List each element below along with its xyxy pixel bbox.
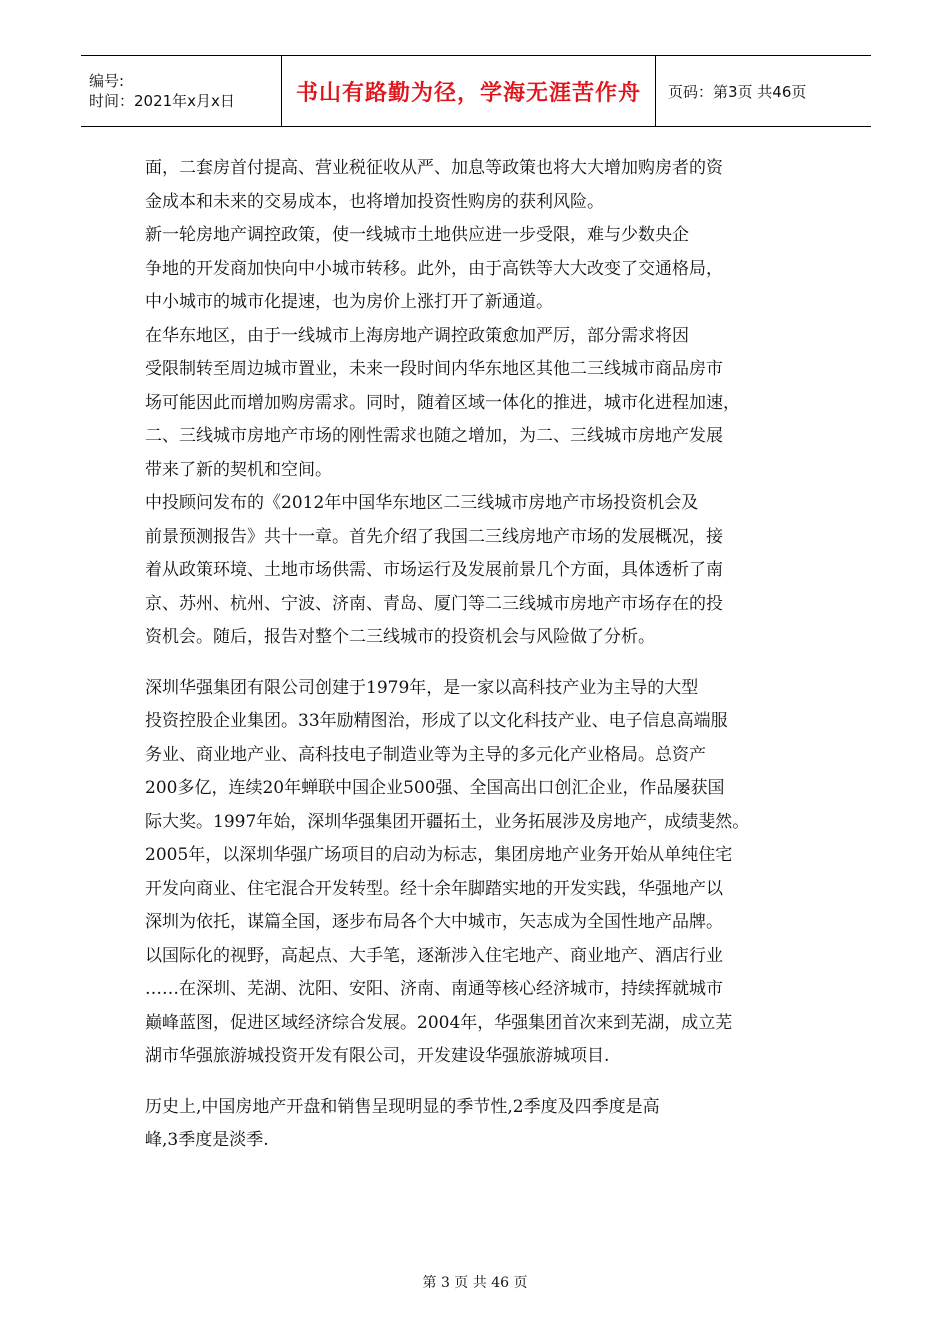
text-line: 湖市华强旅游城投资开发有限公司，开发建设华强旅游城项目. [145,1046,610,1066]
document-number-label: 编号: [89,72,125,90]
text-line: 务业、商业地产业、高科技电子制造业等为主导的多元化产业格局。总资产 [145,744,706,765]
paragraph-5 [145,672,813,1074]
paragraph-6 [145,1091,813,1158]
header-motto: 书山有路勤为径，学海无涯苦作舟 [281,56,656,126]
text-line: 争地的开发商加快向中小城市转移。此外，由于高铁等大大改变了交通格局， [145,258,723,279]
text-line: 开发向商业、住宅混合开发转型。经十余年脚踏实地的开发实践，华强地产以 [145,878,723,899]
header-meta [81,56,281,126]
paragraph-1 [145,152,813,219]
text-line: 在华东地区，由于一线城市上海房地产调控政策愈加严厉，部分需求将因 [145,325,689,346]
header-page-indicator: 页码：第3页 共46页 [668,82,807,101]
text-line: 巅峰蓝图，促进区域经济综合发展。2004年，华强集团首次来到芜湖，成立芜 [145,1012,733,1033]
text-line: 金成本和未来的交易成本，也将增加投资性购房的获利风险。 [145,191,604,212]
text-line: 200多亿，连续20年蝉联中国企业500强、全国高出口创汇企业，作品屡获国 [145,778,725,798]
paragraph-4 [145,487,813,655]
paragraph-gap [145,655,813,672]
text-line: 受限制转至周边城市置业，未来一段时间内华东地区其他二三线城市商品房市 [145,359,723,379]
paragraph-gap [145,1074,813,1091]
text-line: 2005年，以深圳华强广场项目的启动为标志，集团房地产业务开始从单纯住宅 [145,845,733,865]
text-line: 深圳华强集团有限公司创建于1979年，是一家以高科技产业为主导的大型 [145,677,699,698]
text-line: 历史上,中国房地产开盘和销售呈现明显的季节性,2季度及四季度是高 [145,1096,660,1117]
text-line: 带来了新的契机和空间。 [145,459,332,480]
paragraph-2 [145,219,813,320]
text-line: 京、苏州、杭州、宁波、济南、青岛、厦门等二三线城市房地产市场存在的投 [145,593,723,614]
text-line: 着从政策环境、土地市场供需、市场运行及发展前景几个方面，具体透析了南 [145,560,723,580]
text-line: 新一轮房地产调控政策，使一线城市土地供应进一步受限，难与少数央企 [145,225,689,245]
text-line: 中小城市的城市化提速，也为房价上涨打开了新通道。 [145,292,553,312]
text-line: 前景预测报告》共十一章。首先介绍了我国二三线房地产市场的发展概况，接 [145,526,723,547]
text-line: 深圳为依托，谋篇全国，逐步布局各个大中城市，矢志成为全国性地产品牌。 [145,912,723,932]
text-line: 中投顾问发布的《2012年中国华东地区二三线城市房地产市场投资机会及 [145,493,699,513]
text-line: 面，二套房首付提高、营业税征收从严、加息等政策也将大大增加购房者的资 [145,158,723,178]
text-line: 以国际化的视野，高起点、大手笔，逐渐涉入住宅地产、商业地产、酒店行业 [145,945,723,966]
document-body [145,152,813,1158]
page-footer: 第 3 页 共 46 页 [422,1275,528,1291]
page-header [81,55,871,127]
document-time-label: 时间：2021年x月x日 [89,92,235,110]
paragraph-3 [145,320,813,488]
text-line: 二、三线城市房地产市场的刚性需求也随之增加，为二、三线城市房地产发展 [145,426,723,446]
text-line: ……在深圳、芜湖、沈阳、安阳、济南、南通等核心经济城市，持续挥就城市 [145,979,723,999]
text-line: 投资控股企业集团。33年励精图治，形成了以文化科技产业、电子信息高端服 [145,711,728,731]
text-line: 资机会。随后，报告对整个二三线城市的投资机会与风险做了分析。 [145,627,655,647]
text-line: 峰,3季度是淡季. [145,1130,269,1150]
text-line: 际大奖。1997年始，深圳华强集团开疆拓土，业务拓展涉及房地产，成绩斐然。 [145,811,750,832]
text-line: 场可能因此而增加购房需求。同时，随着区域一体化的推进，城市化进程加速， [145,392,740,413]
